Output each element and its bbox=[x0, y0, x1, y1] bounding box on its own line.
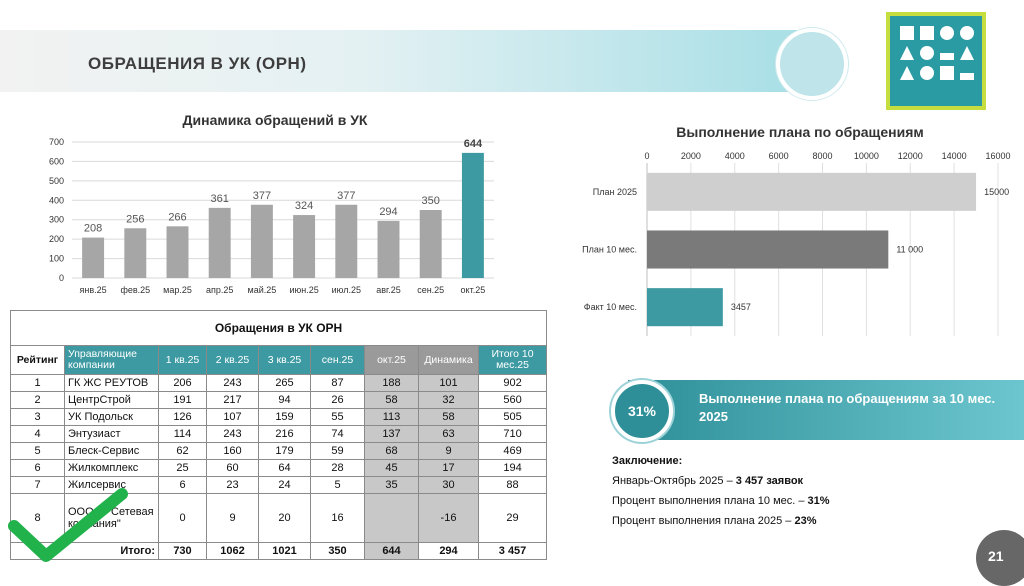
company-cell: Энтузиаст bbox=[65, 426, 159, 443]
bar-y-tick-label: 500 bbox=[48, 175, 64, 186]
company-cell: ООО "Р Сетевая компания" bbox=[65, 494, 159, 543]
value-cell: 17 bbox=[419, 460, 479, 477]
value-cell: 101 bbox=[419, 375, 479, 392]
value-cell: 60 bbox=[207, 460, 259, 477]
bar-data-label: 324 bbox=[294, 200, 314, 213]
bar-x-tick-label: июн.25 bbox=[289, 285, 319, 295]
bar bbox=[167, 226, 189, 278]
table-caption: Обращения в УК ОРН bbox=[11, 311, 547, 346]
value-cell: 64 bbox=[259, 460, 311, 477]
value-cell: 159 bbox=[259, 409, 311, 426]
conclusion-text: Процент выполнения плана 2025 – bbox=[612, 515, 795, 527]
value-cell: 137 bbox=[365, 426, 419, 443]
company-cell: УК Подольск bbox=[65, 409, 159, 426]
value-cell: 16 bbox=[311, 494, 365, 543]
col-header-rank: Рейтинг bbox=[11, 346, 65, 375]
conclusion-line bbox=[612, 511, 1012, 531]
rank-cell: 6 bbox=[11, 460, 65, 477]
bar-x-tick-label: июл.25 bbox=[331, 285, 361, 295]
value-cell: 469 bbox=[479, 443, 547, 460]
bar bbox=[335, 205, 357, 278]
total-cell: 644 bbox=[365, 543, 419, 560]
total-cell: 730 bbox=[159, 543, 207, 560]
bar-y-tick-label: 200 bbox=[48, 234, 64, 245]
value-cell: 194 bbox=[479, 460, 547, 477]
value-cell: 62 bbox=[159, 443, 207, 460]
total-cell: 294 bbox=[419, 543, 479, 560]
value-cell: 243 bbox=[207, 375, 259, 392]
bar-data-label: 361 bbox=[210, 192, 229, 205]
value-cell: 55 bbox=[311, 409, 365, 426]
col-header-dynamics: Динамика bbox=[419, 346, 479, 375]
conclusion-text: Процент выполнения плана 10 мес. – bbox=[612, 495, 808, 507]
bar-x-tick-label: мар.25 bbox=[163, 285, 192, 295]
value-cell: 58 bbox=[419, 409, 479, 426]
value-cell: 23 bbox=[207, 477, 259, 494]
value-cell: -16 bbox=[419, 494, 479, 543]
hbar-category-label: План 10 мес. bbox=[582, 244, 637, 255]
col-header-company: Управляющие компании bbox=[65, 346, 159, 375]
value-cell: 243 bbox=[207, 426, 259, 443]
company-cell: Жилкомплекс bbox=[65, 460, 159, 477]
bar-data-label: 256 bbox=[126, 213, 145, 226]
col-header-q2: 2 кв.25 bbox=[207, 346, 259, 375]
table-row bbox=[11, 443, 547, 460]
col-header-total: Итого 10 мес.25 bbox=[479, 346, 547, 375]
bar-y-tick-label: 100 bbox=[48, 253, 64, 264]
hbar bbox=[647, 288, 723, 326]
value-cell: 68 bbox=[365, 443, 419, 460]
value-cell: 160 bbox=[207, 443, 259, 460]
bar-y-tick-label: 300 bbox=[48, 214, 64, 225]
bar bbox=[420, 210, 442, 278]
hbar-data-label: 15000 bbox=[984, 186, 1010, 197]
value-cell: 216 bbox=[259, 426, 311, 443]
table-row bbox=[11, 392, 547, 409]
company-cell: Блеск-Сервис bbox=[65, 443, 159, 460]
bar-y-tick-label: 400 bbox=[48, 195, 64, 206]
bar-y-tick-label: 0 bbox=[58, 273, 64, 283]
total-cell: 1021 bbox=[259, 543, 311, 560]
bar bbox=[378, 221, 400, 278]
hbar-data-label: 11 000 bbox=[896, 244, 924, 255]
hbar-x-tick-label: 4000 bbox=[724, 151, 745, 161]
value-cell: 902 bbox=[479, 375, 547, 392]
table-row bbox=[11, 460, 547, 477]
bar-data-label: 377 bbox=[252, 189, 272, 202]
bar-chart-title: Динамика обращений в УК bbox=[182, 112, 368, 128]
bar-y-tick-label: 600 bbox=[48, 156, 64, 167]
hbar-x-tick-label: 12000 bbox=[897, 151, 923, 161]
conclusion-value: 31% bbox=[807, 495, 830, 507]
value-cell: 710 bbox=[479, 426, 547, 443]
value-cell: 179 bbox=[259, 443, 311, 460]
conclusion-line bbox=[612, 491, 1012, 511]
bar-x-tick-label: фев.25 bbox=[120, 285, 151, 295]
hbar-x-tick-label: 14000 bbox=[941, 151, 967, 161]
bar-x-tick-label: май.25 bbox=[247, 285, 277, 295]
value-cell: 206 bbox=[159, 375, 207, 392]
value-cell: 6 bbox=[159, 477, 207, 494]
value-cell: 88 bbox=[479, 477, 547, 494]
rank-cell: 7 bbox=[11, 477, 65, 494]
bar bbox=[293, 215, 315, 278]
table-row bbox=[11, 426, 547, 443]
hbar-chart-title: Выполнение плана по обращениям bbox=[676, 124, 924, 140]
total-cell: 3 457 bbox=[479, 543, 547, 560]
conclusion-text: Январь-Октябрь 2025 – bbox=[612, 475, 736, 487]
rank-cell: 3 bbox=[11, 409, 65, 426]
bar-data-label: 644 bbox=[463, 137, 483, 150]
value-cell: 505 bbox=[479, 409, 547, 426]
bar-x-tick-label: окт.25 bbox=[460, 285, 486, 295]
checkmark-icon bbox=[4, 484, 134, 574]
conclusion bbox=[612, 451, 1012, 531]
hbar-x-tick-label: 10000 bbox=[853, 151, 879, 161]
bar-x-tick-label: авг.25 bbox=[376, 285, 401, 295]
value-cell: 25 bbox=[159, 460, 207, 477]
value-cell: 87 bbox=[311, 375, 365, 392]
bar bbox=[82, 238, 104, 278]
value-cell bbox=[365, 494, 419, 543]
hbar-x-tick-label: 16000 bbox=[985, 151, 1011, 161]
bar bbox=[251, 205, 273, 278]
bar-x-tick-label: апр.25 bbox=[205, 285, 234, 295]
rank-cell: 4 bbox=[11, 426, 65, 443]
value-cell: 63 bbox=[419, 426, 479, 443]
bar-data-label: 377 bbox=[337, 189, 356, 202]
value-cell: 9 bbox=[207, 494, 259, 543]
value-cell: 32 bbox=[419, 392, 479, 409]
value-cell: 74 bbox=[311, 426, 365, 443]
value-cell: 188 bbox=[365, 375, 419, 392]
table-row bbox=[11, 375, 547, 392]
col-header-q3: 3 кв.25 bbox=[259, 346, 311, 375]
value-cell: 126 bbox=[159, 409, 207, 426]
value-cell: 26 bbox=[311, 392, 365, 409]
table-row bbox=[11, 409, 547, 426]
value-cell: 9 bbox=[419, 443, 479, 460]
conclusion-value: 23% bbox=[794, 515, 817, 527]
conclusion-line bbox=[612, 471, 1012, 491]
bar-x-tick-label: янв.25 bbox=[79, 285, 107, 295]
conclusion-title: Заключение: bbox=[612, 455, 683, 467]
hbar-category-label: Факт 10 мес. bbox=[583, 302, 637, 313]
value-cell: 0 bbox=[159, 494, 207, 543]
col-header-sep: сен.25 bbox=[311, 346, 365, 375]
bar bbox=[124, 228, 146, 278]
conclusion-value: 3 457 заявок bbox=[735, 475, 804, 487]
bar-data-label: 208 bbox=[83, 222, 103, 235]
bar-data-label: 350 bbox=[421, 195, 440, 207]
value-cell: 35 bbox=[365, 477, 419, 494]
value-cell: 28 bbox=[311, 460, 365, 477]
bar bbox=[209, 208, 231, 278]
value-cell: 191 bbox=[159, 392, 207, 409]
value-cell: 107 bbox=[207, 409, 259, 426]
rank-cell: 1 bbox=[11, 375, 65, 392]
value-cell: 59 bbox=[311, 443, 365, 460]
value-cell: 94 bbox=[259, 392, 311, 409]
value-cell: 113 bbox=[365, 409, 419, 426]
bar-y-tick-label: 700 bbox=[48, 137, 64, 147]
bar-x-tick-label: сен.25 bbox=[417, 285, 445, 295]
hbar-x-tick-label: 8000 bbox=[812, 151, 833, 161]
total-cell: 1062 bbox=[207, 543, 259, 560]
hbar bbox=[647, 230, 888, 268]
col-header-q1: 1 кв.25 bbox=[159, 346, 207, 375]
page-title: ОБРАЩЕНИЯ В УК (ОРН) bbox=[88, 54, 307, 73]
result-text: Выполнение плана по обращениям за 10 мес. 2025 bbox=[699, 391, 996, 424]
hbar-data-label: 3457 bbox=[730, 302, 751, 313]
bar-data-label: 266 bbox=[168, 211, 187, 224]
value-cell: 114 bbox=[159, 426, 207, 443]
hbar-x-tick-label: 2000 bbox=[680, 151, 701, 161]
col-header-oct: окт.25 bbox=[365, 346, 419, 375]
rank-cell: 5 bbox=[11, 443, 65, 460]
value-cell: 58 bbox=[365, 392, 419, 409]
bar-data-label: 294 bbox=[379, 205, 398, 218]
value-cell: 5 bbox=[311, 477, 365, 494]
value-cell: 45 bbox=[365, 460, 419, 477]
page-number-badge bbox=[976, 530, 1024, 586]
value-cell: 217 bbox=[207, 392, 259, 409]
rank-cell: 2 bbox=[11, 392, 65, 409]
company-cell: Жилсервис bbox=[65, 477, 159, 494]
value-cell: 20 bbox=[259, 494, 311, 543]
page-number: 21 bbox=[988, 548, 1004, 564]
value-cell: 30 bbox=[419, 477, 479, 494]
value-cell: 29 bbox=[479, 494, 547, 543]
company-cell: ЦентрСтрой bbox=[65, 392, 159, 409]
value-cell: 24 bbox=[259, 477, 311, 494]
hbar-category-label: План 2025 bbox=[592, 186, 637, 197]
hbar-x-tick-label: 6000 bbox=[768, 151, 789, 161]
rank-cell: 8 bbox=[11, 494, 65, 543]
result-percent-badge: 31% bbox=[611, 380, 673, 442]
company-cell: ГК ЖС РЕУТОВ bbox=[65, 375, 159, 392]
total-cell: 350 bbox=[311, 543, 365, 560]
total-label: Итого: bbox=[11, 543, 159, 560]
bar bbox=[462, 153, 484, 278]
hbar bbox=[647, 173, 976, 211]
value-cell: 265 bbox=[259, 375, 311, 392]
hbar-x-tick-label: 0 bbox=[644, 151, 650, 161]
value-cell: 560 bbox=[479, 392, 547, 409]
